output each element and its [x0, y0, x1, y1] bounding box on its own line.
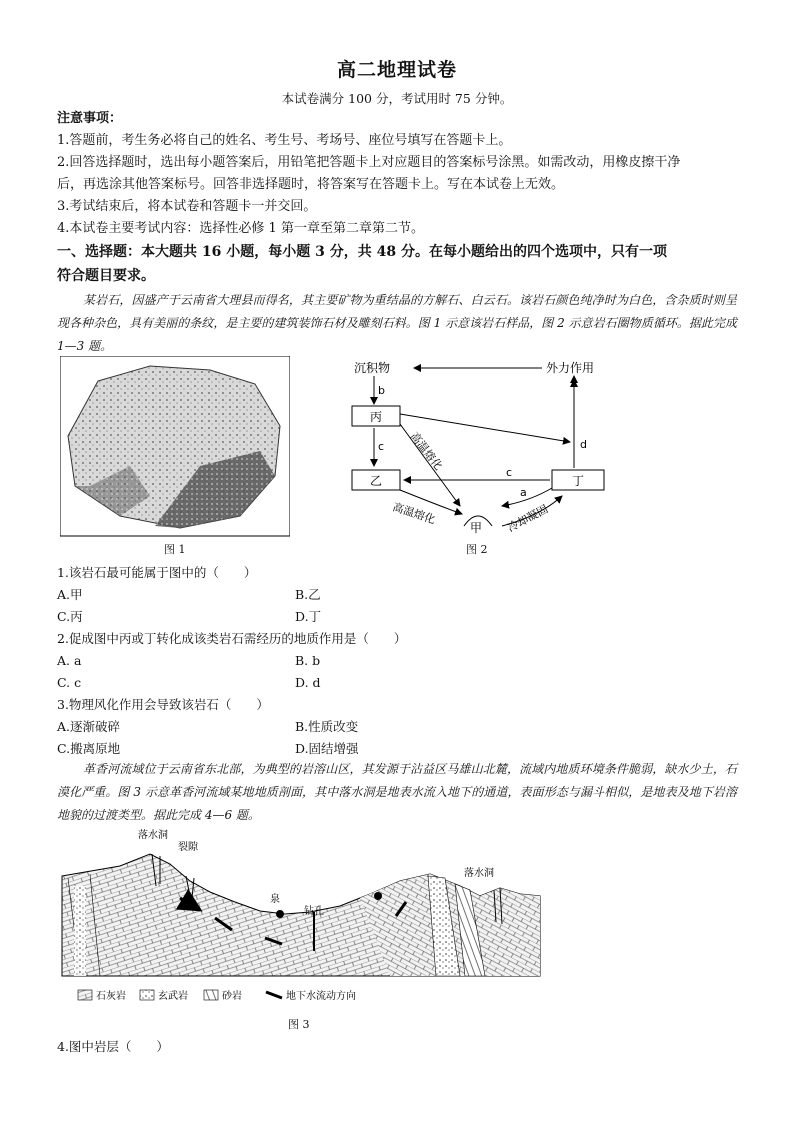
q3-option-b[interactable]: B.性质改变	[295, 719, 359, 734]
notice-item: 2.回答选择题时，选出每小题答案后，用铅笔把答题卡上对应题目的答案标号涂黑。如需改动，用橡皮擦干净	[57, 155, 681, 170]
question-2: 2.促成图中丙或丁转化成该类岩石需经历的地质作用是（ ）	[57, 631, 407, 646]
notice-heading: 注意事项：	[57, 111, 123, 126]
question-4: 4.图中岩层（ ）	[57, 1039, 169, 1054]
legend-limestone-swatch	[78, 990, 92, 1000]
section-heading: 一、选择题：本大题共 16 小题，每小题 3 分，共 48 分。在每小题给出的四个选项中，只有一项	[57, 244, 667, 260]
exam-info: 本试卷满分 100 分，考试用时 75 分钟。	[281, 91, 513, 106]
label-borehole: 钻孔	[304, 906, 324, 917]
label-ding: 丁	[572, 474, 585, 488]
q1-option-c[interactable]: C.丙	[57, 609, 83, 624]
notice-item: 4.本试卷主要考试内容：选择性必修 1 第一章至第二章第二节。	[57, 221, 424, 236]
passage-2: 革香河流域位于云南省东北部，为典型的岩溶山区，其发源于沾益区马雄山北麓，流域内地质环境条件脆弱，缺水少土，石漠化严重。图 3 示意革香河流域某地地质剖面，其中落水洞是地表水流入地下的通道，表面形态与漏斗相似，是地表及地下岩溶地貌的过渡类型。据此完成 4—6 题。	[57, 762, 737, 822]
figure-1-caption: 图 1	[164, 543, 186, 556]
figure-1-rock	[60, 356, 290, 556]
label-sinkhole-1: 落水洞	[138, 830, 168, 841]
label-melt-1: 高温熔化	[407, 429, 445, 473]
label-sinkhole-2: 落水洞	[464, 868, 494, 879]
figure-3-caption: 图 3	[288, 1018, 310, 1031]
figure-2-caption: 图 2	[466, 543, 488, 556]
q2-option-d[interactable]: D. d	[295, 675, 321, 690]
q2-option-c[interactable]: C. c	[57, 675, 82, 690]
q2-option-b[interactable]: B. b	[295, 653, 321, 668]
q1-option-b[interactable]: B.乙	[295, 587, 321, 602]
question-1: 1.该岩石最可能属于图中的（ ）	[57, 565, 257, 580]
label-c-vertical: c	[378, 440, 385, 453]
label-yi: 乙	[370, 474, 383, 488]
label-c-horizontal: c	[506, 466, 513, 479]
label-crack: 裂隙	[178, 842, 198, 853]
label-spring: 泉	[270, 894, 280, 905]
legend-basalt: 玄武岩	[158, 991, 188, 1002]
q3-option-d[interactable]: D.固结增强	[295, 741, 359, 756]
notice-item: 3.考试结束后，将本试卷和答题卡一并交回。	[57, 199, 317, 214]
label-cool: 冷却凝固	[505, 502, 551, 535]
label-melt-2: 高温熔化	[391, 500, 437, 527]
q3-option-c[interactable]: C.搬离原地	[57, 741, 121, 756]
legend-basalt-swatch	[140, 990, 154, 1000]
label-a: a	[520, 486, 527, 499]
section-heading-cont: 符合题目要求。	[57, 268, 155, 284]
label-d: d	[580, 438, 587, 451]
figure-3-section	[60, 826, 560, 1012]
question-3: 3.物理风化作用会导致该岩石（ ）	[57, 697, 269, 712]
label-jia: 甲	[470, 521, 483, 535]
page-title: 高二地理试卷	[336, 59, 457, 81]
legend-sandstone-swatch	[204, 990, 218, 1000]
legend-limestone: 石灰岩	[96, 991, 126, 1002]
passage-1: 某岩石，因盛产于云南省大理县而得名，其主要矿物为重结晶的方解石、白云石。该岩石颜色纯净时为白色，含杂质时则呈现各种杂色，具有美丽的条纹，是主要的建筑装饰石材及雕刻石料。图 1 示意该岩石样品，图 2 示意岩石圈物质循环。据此完成 1—3 题。	[57, 293, 737, 353]
legend-flow-arrow-icon	[266, 992, 282, 998]
label-sediment: 沉积物	[354, 361, 391, 375]
label-b: b	[378, 384, 385, 397]
notice-item: 1.答题前，考生务必将自己的姓名、考生号、考场号、座位号填写在答题卡上。	[57, 133, 512, 148]
figure-2-rock-cycle	[330, 356, 630, 556]
legend-flow: 地下水流动方向	[286, 991, 356, 1002]
q3-option-a[interactable]: A.逐渐破碎	[57, 719, 121, 734]
notice-item: 后，再选涂其他答案标号。回答非选择题时，将答案写在答题卡上。写在本试卷上无效。	[57, 177, 565, 192]
q1-option-a[interactable]: A.甲	[57, 587, 83, 602]
legend-sandstone: 砂岩	[222, 991, 242, 1002]
q1-option-d[interactable]: D.丁	[295, 609, 322, 624]
label-external-force: 外力作用	[546, 361, 595, 375]
q2-option-a[interactable]: A. a	[57, 653, 82, 668]
label-bing: 丙	[370, 410, 383, 424]
